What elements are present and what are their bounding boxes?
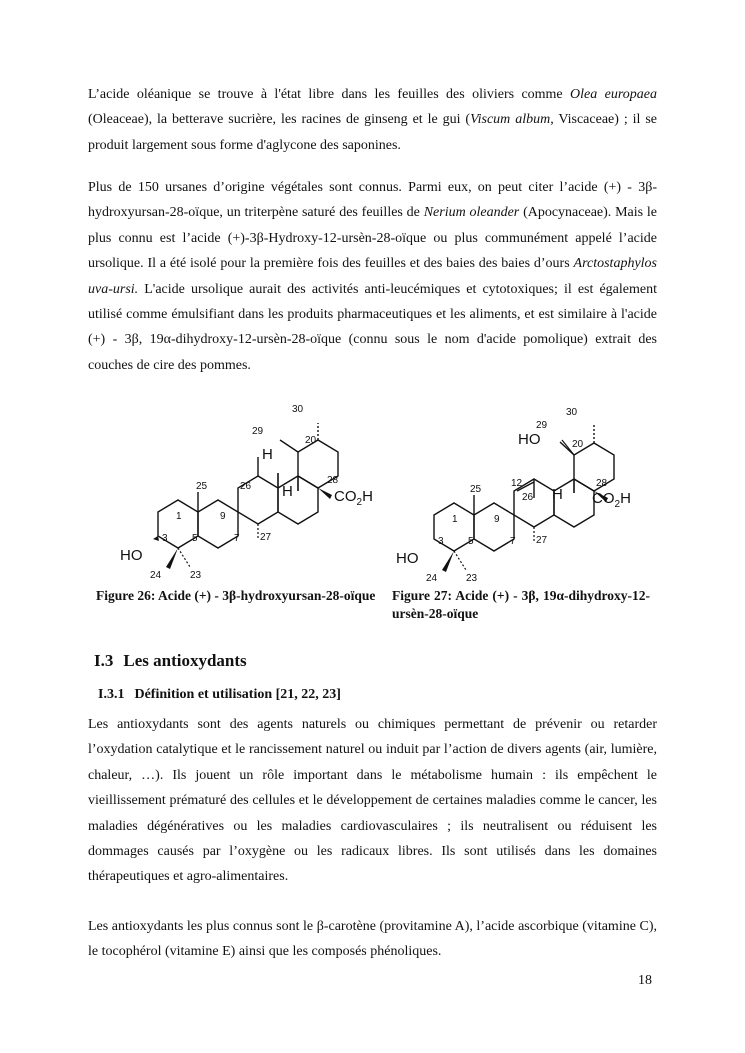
label-c30: 30 [292,404,304,415]
italic-term: Olea europaea [570,87,657,102]
label-c3: 3 [438,536,444,547]
label-c29: 29 [536,420,548,431]
label-c20: 20 [572,439,584,450]
section-number: I.3 [94,651,114,670]
section-heading [94,651,247,671]
text-run: (Oleaceae), la betterave sucrière, les racines de ginseng et le gui ( [88,112,471,128]
label-c26: 26 [522,492,534,503]
label-c9: 9 [494,514,500,525]
paragraph-antioxidants-known [88,914,657,965]
label-c7: 7 [234,533,240,544]
figure-26-svg [110,395,373,585]
label-c20: 20 [305,435,317,446]
figure-27-caption: Figure 27: Acide (+) - 3β, 19α-dihydroxy-12-ursèn-28-oïque [392,588,650,621]
label-c27: 27 [260,532,272,543]
paragraph-oleanolic-acid [88,82,657,158]
label-h18: H [262,446,273,463]
figure-26-caption: Figure 26: Acide (+) - 3β-hydroxyursan-28-oïque [96,588,376,603]
label-c24: 24 [426,573,438,584]
label-c28: 28 [327,475,339,486]
label-c27: 27 [536,535,548,546]
italic-term: Nerium oleander [423,205,520,221]
label-c1: 1 [452,514,458,525]
label-c25: 25 [470,484,482,495]
label-ho: HO [120,547,143,564]
figure-26-structure [110,395,373,585]
label-c12: 12 [511,478,523,489]
label-c7: 7 [510,536,516,547]
italic-term: Arctostaphylos uva-ursi. [88,256,657,297]
text-run: Les antioxydants sont des agents naturels ou chimiques permettant de prévenir ou retarder l’oxydation catalytique et le rancissement naturel ou induit par l’action de divers agents (air, lumière, chaleur, …). Ils jouent un rôle important dans le métabolisme humain : ils empêchent le vieillissement prématuré des cellules et le développement de certaines maladies comme le cancer, les maladies dégénératives ou les maladies cardiovasculaires ; ils neutralisent ou réduisent les dommages causés par l’oxygène ou les radicaux libres. Ils sont utilisés dans les domaines thérapeutiques et agro-alimentaires. [88,717,657,885]
label-c3: 3 [162,533,168,544]
label-co2h: $CO_2H$ [334,488,373,508]
label-c24: 24 [150,570,162,581]
subsection-title: Définition et utilisation [21, 22, 23] [134,687,341,702]
text-run: L’acide oléanique se trouve à l'état libre dans les feuilles des oliviers comme [88,87,571,102]
label-c9: 9 [220,511,226,522]
label-c1: 1 [176,511,182,522]
label-c26: 26 [240,481,252,492]
subsection-number: I.3.1 [98,687,125,702]
section-title: Les antioxydants [123,651,247,670]
figure-27-structure [390,398,650,588]
figure-27-svg [390,398,650,588]
text-run: Plus de 150 ursanes d’origine végétales sont connus. Parmi eux, on peut citer l’acide (+) - 3β-hydroxyursan-28-oïque, un triterpène saturé des feuilles de [88,180,657,221]
text-run: L'acide ursolique aurait des activités anti-leucémiques et cytotoxiques; il est également utilisé comme émulsifiant dans les produits pharmaceutiques et les aliments, et est similaire à l'acide (+) - 3β, 19α-dihydroxy-12-ursèn-28-oïque (connu sous le nom d'acide pomolique) extrait des couches de cire des pommes. [88,281,657,373]
label-c28: 28 [596,478,608,489]
text-run: (Apocynaceae). Mais le plus connu est l’acide (+)-3β-Hydroxy-12-ursèn-28-oïque ou plus communément appelé l’acide ursolique. Il a été isolé pour la première fois des feuilles et des baies des baies d’ours [88,205,657,272]
paragraph-ursanes [88,175,657,378]
label-h18: H [552,486,563,503]
label-c23: 23 [466,573,478,584]
label-co2h: $CO_2H$ [592,490,631,510]
label-c25: 25 [196,481,208,492]
label-c29: 29 [252,426,264,437]
text-run: , Viscaceae) ; il se produit largement sous forme d'aglycone des saponines. [88,112,657,153]
label-ho19: HO [518,431,541,448]
page-number: 18 [638,973,652,988]
subsection-heading [98,687,341,703]
label-ho: HO [396,550,419,567]
text-run: Les antioxydants les plus connus sont le β-carotène (provitamine A), l’acide ascorbique (vitamine C), le tocophérol (vitamine E) ainsi que les composés phénoliques. [88,919,657,960]
italic-term: Viscum album [470,112,551,128]
label-c5: 5 [192,533,198,544]
label-h13: H [282,483,293,500]
paragraph-antioxidants-definition [88,712,657,890]
label-c23: 23 [190,570,202,581]
label-c5: 5 [468,536,474,547]
label-c30: 30 [566,407,578,418]
